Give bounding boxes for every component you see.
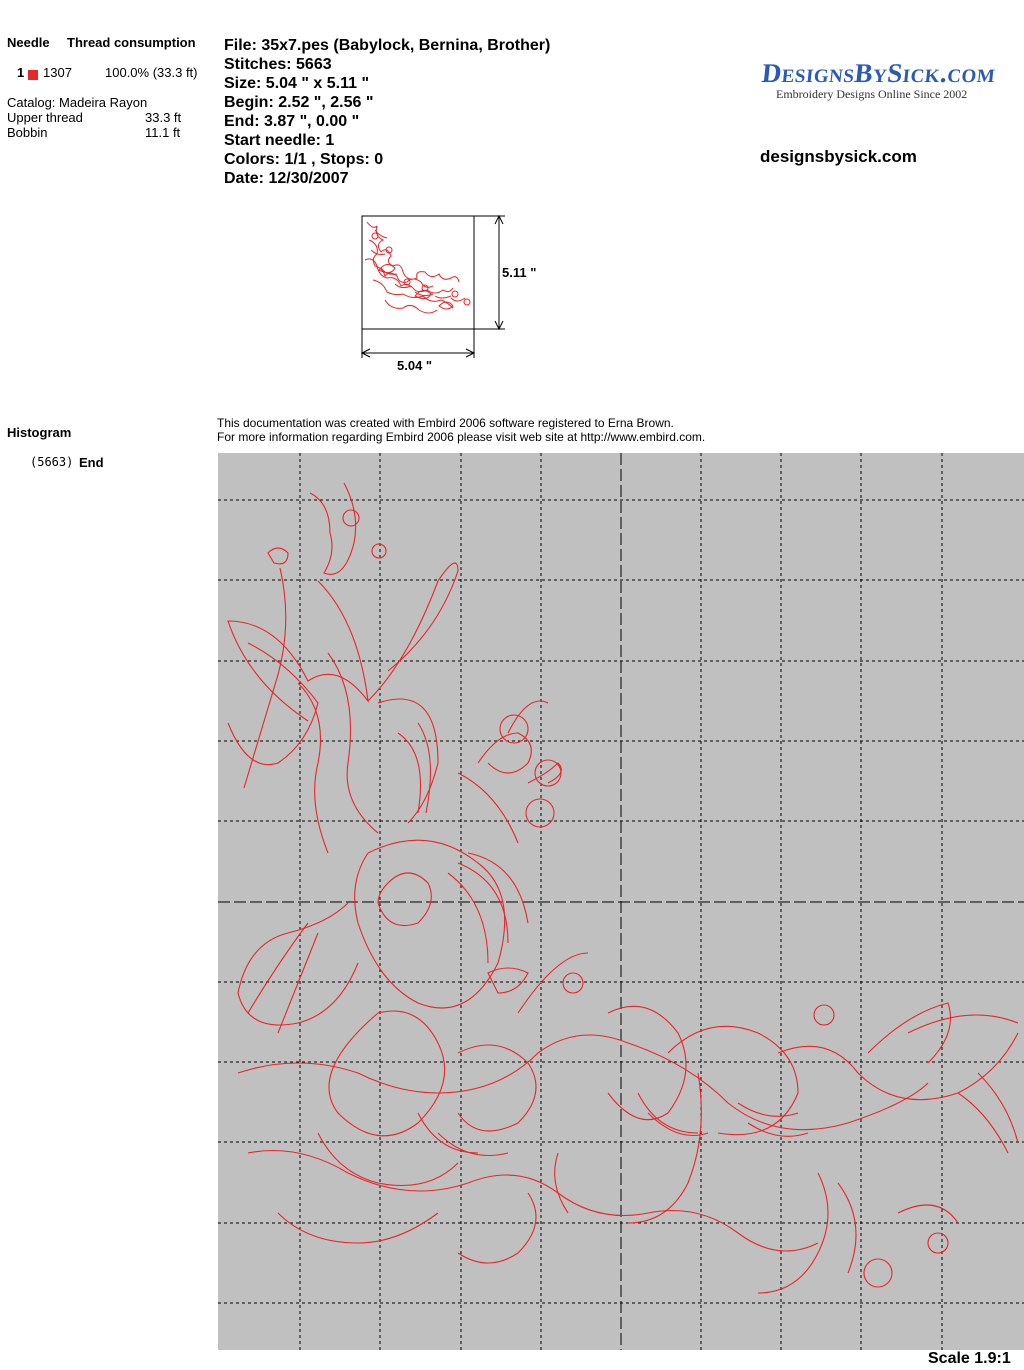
design-thumbnail: [355, 210, 555, 380]
width-dimension: 5.04 ": [397, 358, 433, 373]
upper-thread-value: 33.3 ft: [145, 110, 182, 125]
scale-label: Scale 1.9:1: [928, 1350, 1011, 1367]
thread-consumption-value: 100.0% (33.3 ft): [105, 65, 198, 80]
colors-stops: Colors: 1/1 , Stops: 0: [224, 151, 384, 168]
website-note: For more information regarding Embird 2006 please visit web site at http://www.embird.com.: [217, 430, 706, 444]
bobbin-value: 11.1 ft: [145, 125, 181, 140]
stitch-count: Stitches: 5663: [224, 56, 332, 73]
bobbin-label: Bobbin: [7, 125, 48, 140]
height-dimension: 5.11 ": [502, 265, 537, 280]
design-size: Size: 5.04 " x 5.11 ": [224, 75, 370, 92]
thread-color-swatch: [28, 66, 38, 84]
begin-point: Begin: 2.52 ", 2.56 ": [224, 94, 374, 111]
design-canvas: [218, 453, 1024, 1350]
thread-consumption-header: Thread consumption: [67, 35, 196, 50]
logo-tagline: Embroidery Designs Online Since 2002: [776, 87, 968, 101]
needle-header: Needle: [7, 35, 50, 50]
needle-number: 1: [17, 65, 25, 80]
thread-code: 1307: [43, 65, 72, 80]
upper-thread-label: Upper thread: [7, 110, 83, 125]
histogram-title: Histogram: [7, 425, 72, 440]
logo: DesignsBySick.com: [760, 58, 998, 88]
start-needle: Start needle: 1: [224, 132, 335, 149]
design-date: Date: 12/30/2007: [224, 170, 349, 187]
catalog-name: Catalog: Madeira Rayon: [7, 95, 148, 110]
end-point: End: 3.87 ", 0.00 ": [224, 113, 360, 130]
software-note: This documentation was created with Embird 2006 software registered to Erna Brown.: [217, 416, 674, 430]
website: designsbysick.com: [760, 147, 917, 166]
file-name: File: 35x7.pes (Babylock, Bernina, Brother): [224, 37, 551, 54]
file-info: [224, 36, 550, 188]
histogram-end: End: [79, 455, 104, 470]
histogram-count: (5663): [30, 455, 74, 469]
